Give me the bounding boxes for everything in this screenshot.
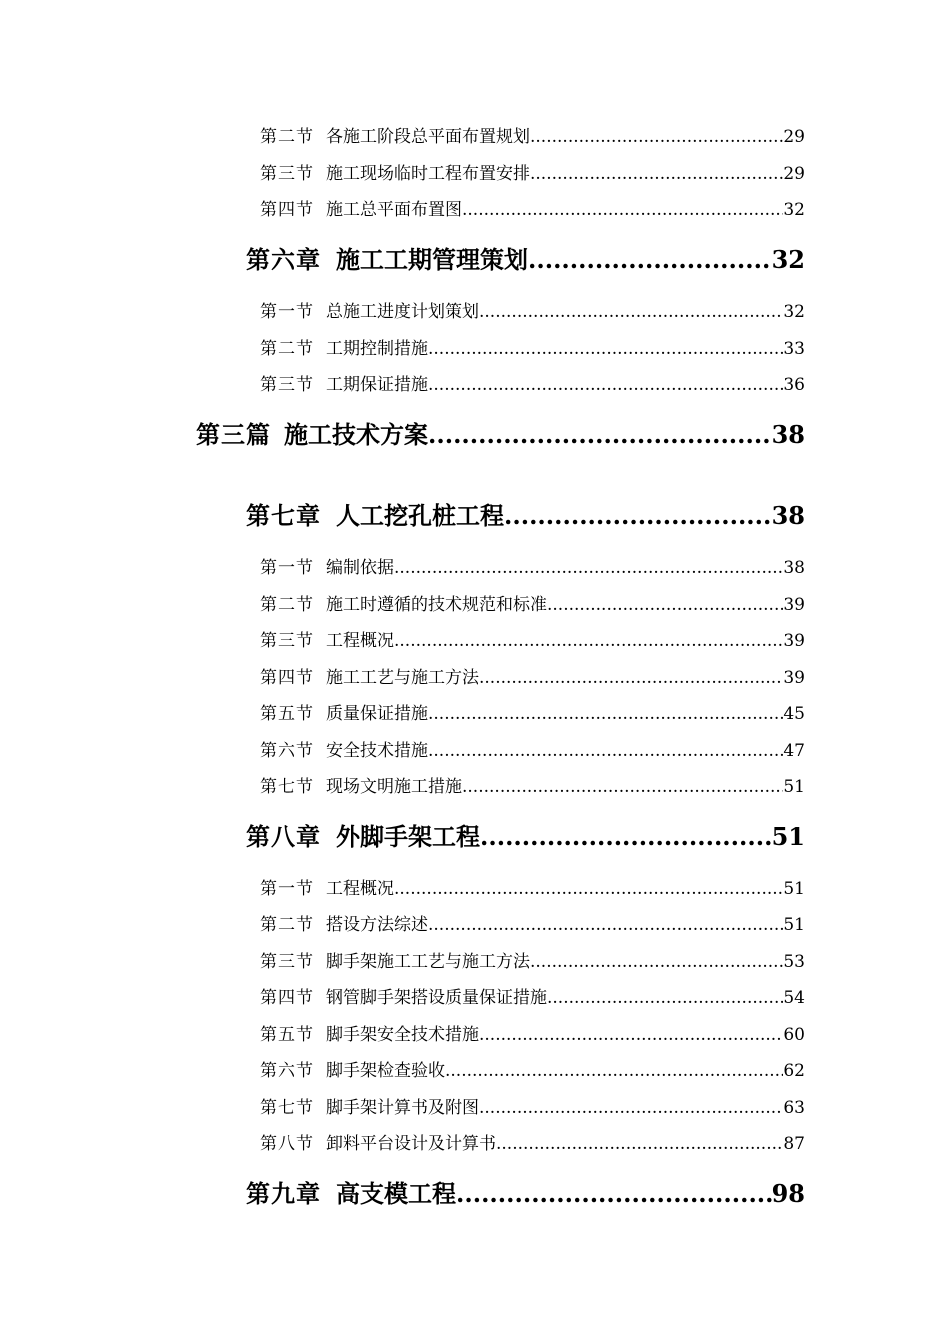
dot-leader [428,702,783,726]
dot-leader [479,300,783,324]
toc-page-number: 32 [783,200,805,220]
toc-title: 工期控制措施 [326,339,428,359]
dot-leader [547,986,783,1010]
toc-title: 总施工进度计划策划 [326,302,479,322]
toc-number: 第二节 [260,595,314,615]
toc-title: 施工工艺与施工方法 [326,668,479,688]
dot-leader [428,913,783,937]
dot-leader [428,337,783,361]
toc-entry-chapter[interactable] [246,499,805,533]
dot-leader [394,556,783,580]
toc-title: 安全技术措施 [326,741,428,761]
toc-title: 脚手架施工工艺与施工方法 [326,952,530,972]
toc-entry-chapter[interactable] [246,820,805,854]
toc-page-number: 51 [783,777,805,797]
dot-leader [462,775,783,799]
toc-title: 钢管脚手架搭设质量保证措施 [326,988,547,1008]
toc-page-number: 38 [783,558,805,578]
dot-leader [547,593,783,617]
dot-leader [428,373,783,397]
toc-number: 第四节 [260,988,314,1008]
dot-leader [428,418,772,452]
toc-number: 第七章 [246,501,321,530]
toc-entry-section[interactable] [260,300,805,324]
dot-leader [462,198,783,222]
toc-entry-section[interactable] [260,1096,805,1120]
toc-title: 高支模工程 [336,1179,456,1208]
toc-entry-section[interactable] [260,739,805,763]
toc-entry-section[interactable] [260,556,805,580]
dot-leader [479,666,783,690]
toc-entry-chapter[interactable] [246,1177,805,1211]
toc-number: 第六节 [260,741,314,761]
toc-page-number: 54 [783,988,805,1008]
toc-page-number: 45 [783,704,805,724]
toc-number: 第八章 [246,822,321,851]
toc-entry-section[interactable] [260,950,805,974]
toc-page-number: 39 [783,631,805,651]
toc-title: 施工工期管理策划 [336,245,528,274]
dot-leader [496,1132,783,1156]
toc-title: 施工现场临时工程布置安排 [326,164,530,184]
toc-page-number: 38 [771,501,805,530]
toc-entry-section[interactable] [260,1023,805,1047]
dot-leader [428,739,783,763]
toc-number: 第四节 [260,668,314,688]
toc-page-number: 29 [783,127,805,147]
toc-title: 工程概况 [326,631,394,651]
toc-entry-section[interactable] [260,337,805,361]
dot-leader [480,820,772,854]
toc-entry-section[interactable] [260,198,805,222]
dot-leader [530,950,783,974]
toc-page-number: 62 [783,1061,805,1081]
toc-entry-section[interactable] [260,702,805,726]
toc-title: 脚手架计算书及附图 [326,1098,479,1118]
toc-page-number: 32 [783,302,805,322]
toc-number: 第一节 [260,879,314,899]
dot-leader [530,125,783,149]
toc-number: 第三节 [260,164,314,184]
toc-entry-section[interactable] [260,666,805,690]
toc-entry-section[interactable] [260,629,805,653]
toc-entry-section[interactable] [260,986,805,1010]
toc-page-number: 60 [783,1025,805,1045]
toc-page-number: 39 [783,595,805,615]
toc-title: 质量保证措施 [326,704,428,724]
toc-entry-section[interactable] [260,125,805,149]
toc-page-number: 51 [783,879,805,899]
toc-number: 第五节 [260,704,314,724]
toc-entry-section[interactable] [260,593,805,617]
toc-title: 脚手架安全技术措施 [326,1025,479,1045]
toc-page-number: 38 [771,420,805,449]
toc-title: 现场文明施工措施 [326,777,462,797]
toc-title: 施工时遵循的技术规范和标准 [326,595,547,615]
toc-entry-section[interactable] [260,775,805,799]
toc-title: 搭设方法综述 [326,915,428,935]
dot-leader [394,629,783,653]
dot-leader [530,162,783,186]
toc-title: 工期保证措施 [326,375,428,395]
toc-page-number: 51 [783,915,805,935]
dot-leader [479,1023,783,1047]
toc-page-number: 39 [783,668,805,688]
dot-leader [479,1096,783,1120]
toc-number: 第六节 [260,1061,314,1081]
toc-number: 第三篇 [196,420,271,449]
toc-entry-section[interactable] [260,877,805,901]
toc-number: 第六章 [246,245,321,274]
dot-leader [394,877,783,901]
toc-page-number: 32 [771,245,805,274]
toc-title: 各施工阶段总平面布置规划 [326,127,530,147]
toc-entry-section[interactable] [260,162,805,186]
toc-number: 第二节 [260,915,314,935]
toc-entry-section[interactable] [260,1132,805,1156]
toc-title: 脚手架检查验收 [326,1061,445,1081]
toc-number: 第一节 [260,302,314,322]
toc-title: 外脚手架工程 [336,822,480,851]
toc-number: 第七节 [260,1098,314,1118]
toc-entry-chapter[interactable] [246,243,805,277]
toc-number: 第二节 [260,127,314,147]
toc-number: 第一节 [260,558,314,578]
dot-leader [445,1059,783,1083]
dot-leader [456,1177,772,1211]
toc-entry-section[interactable] [260,913,805,937]
toc-page-number: 87 [783,1134,805,1154]
toc-number: 第五节 [260,1025,314,1045]
toc-number: 第八节 [260,1134,314,1154]
toc-number: 第三节 [260,631,314,651]
toc-page-number: 53 [783,952,805,972]
toc-number: 第三节 [260,375,314,395]
toc-number: 第三节 [260,952,314,972]
toc-page-number: 33 [783,339,805,359]
toc-number: 第七节 [260,777,314,797]
toc-number: 第二节 [260,339,314,359]
toc-page-number: 51 [771,822,805,851]
toc-title: 卸料平台设计及计算书 [326,1134,496,1154]
toc-page-number: 47 [783,741,805,761]
toc-title: 编制依据 [326,558,394,578]
toc-title: 施工总平面布置图 [326,200,462,220]
dot-leader [528,243,772,277]
toc-page-number: 98 [771,1179,805,1208]
toc-page-number: 63 [783,1098,805,1118]
dot-leader [504,499,772,533]
toc-page-number: 29 [783,164,805,184]
toc-title: 人工挖孔桩工程 [336,501,504,530]
toc-number: 第四节 [260,200,314,220]
toc-number: 第九章 [246,1179,321,1208]
toc-entry-section[interactable] [260,1059,805,1083]
toc-title: 工程概况 [326,879,394,899]
toc-entry-part[interactable] [196,418,805,452]
toc-entry-section[interactable] [260,373,805,397]
toc-title: 施工技术方案 [284,420,428,449]
toc-page-number: 36 [783,375,805,395]
